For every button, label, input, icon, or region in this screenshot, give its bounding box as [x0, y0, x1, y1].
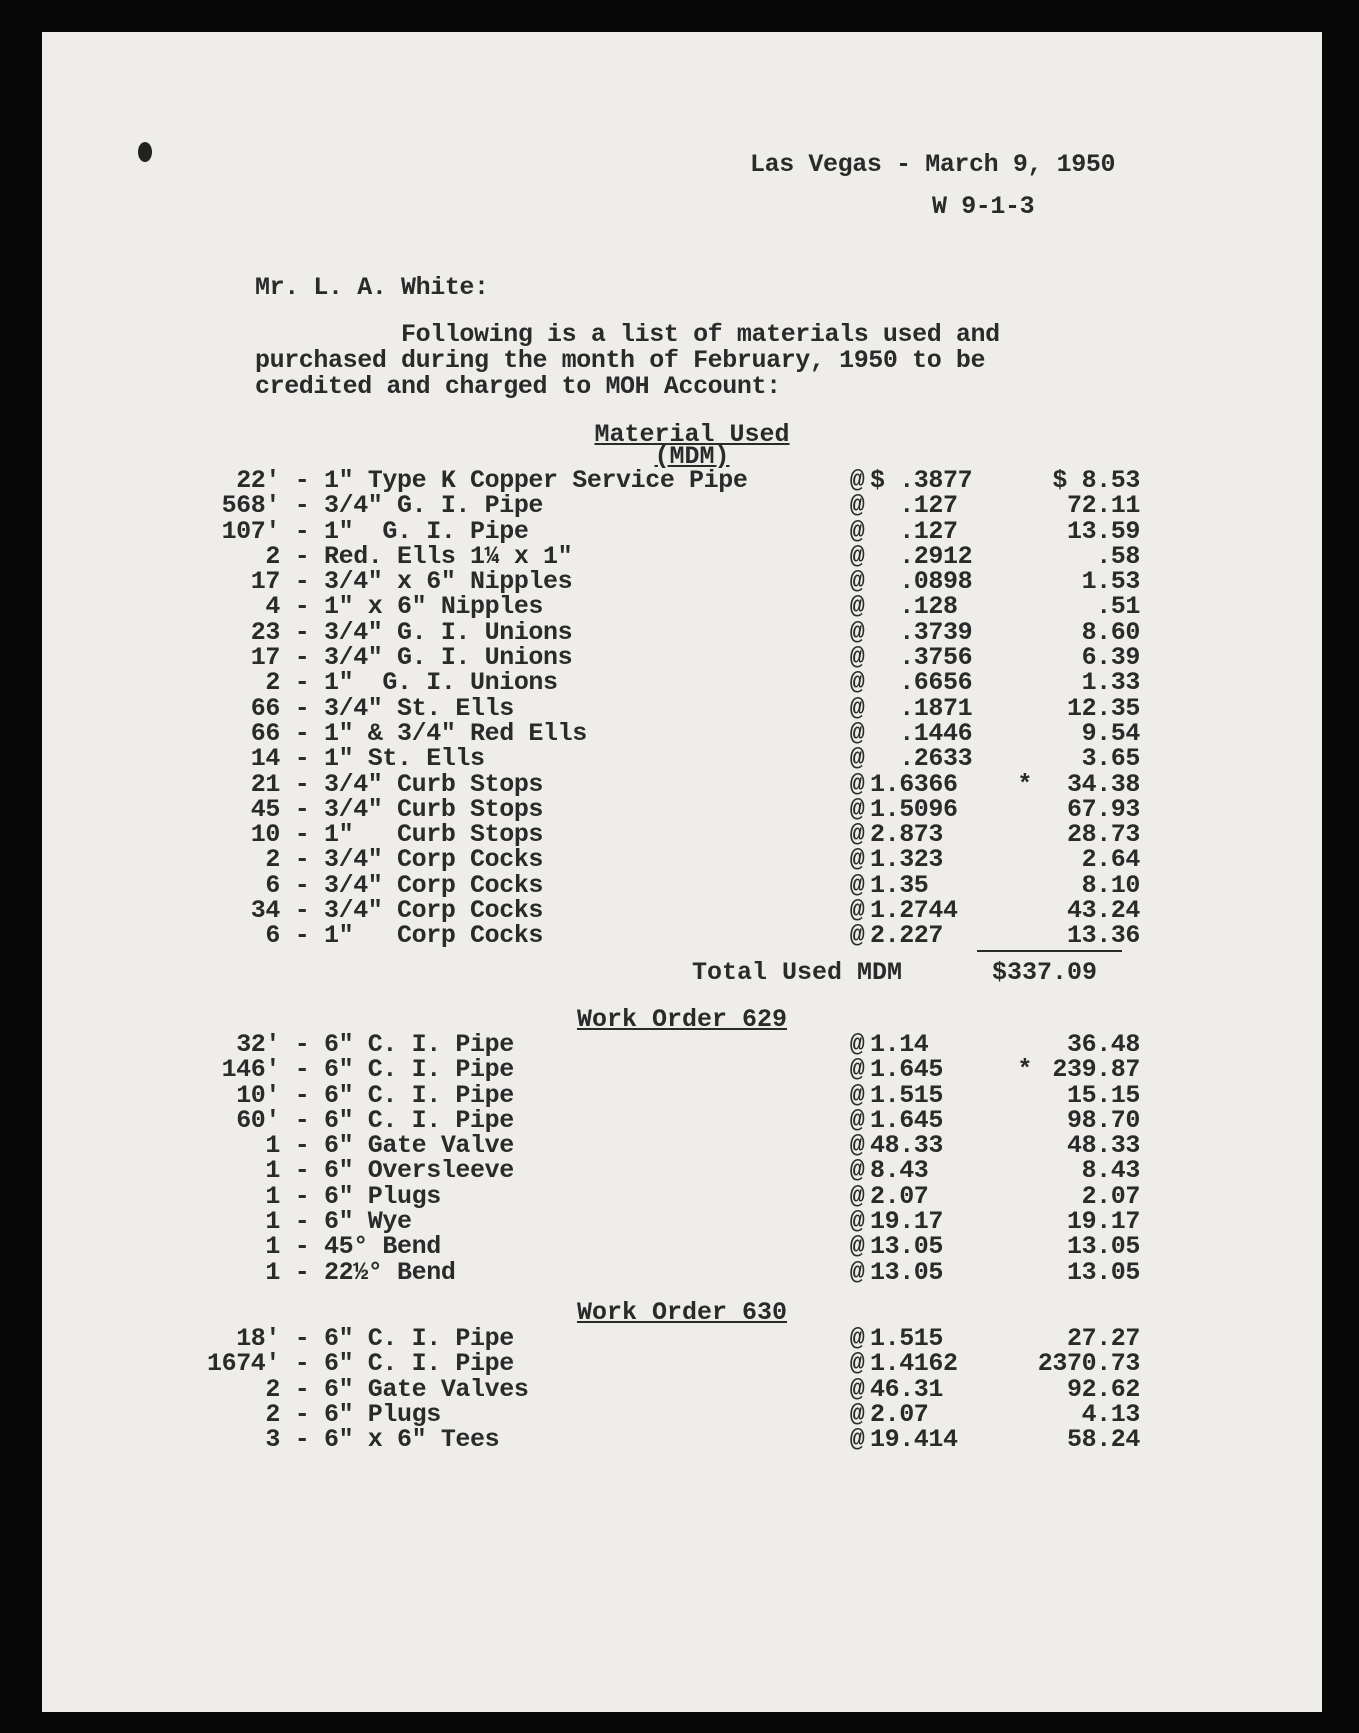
dash-cell: -	[294, 592, 310, 622]
amount-cell: 1.33	[1081, 668, 1140, 698]
description-cell: 6" x 6" Tees	[324, 1425, 500, 1455]
dash-cell: -	[294, 1080, 310, 1110]
table-row	[130, 1032, 1140, 1057]
amount-cell: .58	[1096, 541, 1140, 571]
description-cell: 45° Bend	[324, 1232, 441, 1262]
description-cell: 6" Gate Valve	[324, 1131, 514, 1161]
at-sign-cell: @	[849, 845, 865, 875]
at-sign-cell: @	[849, 466, 865, 495]
quantity-cell: 66	[250, 693, 280, 723]
at-sign-cell: @	[849, 820, 865, 850]
description-cell: 3/4" G. I. Pipe	[324, 491, 544, 521]
at-sign-cell: @	[849, 567, 865, 597]
table-row	[130, 1326, 1140, 1351]
quantity-cell: 34	[250, 896, 280, 926]
at-sign-cell: @	[849, 921, 865, 951]
table-row	[130, 1209, 1140, 1234]
amount-cell: 72.11	[1066, 491, 1140, 521]
dash-cell: -	[294, 870, 310, 900]
amount-cell: 58.24	[1066, 1425, 1140, 1455]
description-cell: 1" Corp Cocks	[324, 921, 544, 951]
unit-price-cell: 2.07	[870, 1181, 929, 1211]
quantity-cell: 1	[265, 1131, 280, 1161]
table-row	[130, 1402, 1140, 1427]
unit-price-cell: .3756	[870, 643, 973, 673]
amount-cell: 13.05	[1066, 1232, 1140, 1262]
amount-cell: 67.93	[1066, 794, 1140, 824]
intro-line: Following is a list of materials used and	[255, 320, 1000, 349]
mark-cell	[1002, 1108, 1032, 1133]
dash-cell: -	[294, 1131, 310, 1161]
table-row	[130, 721, 1140, 746]
at-sign-cell: @	[849, 1349, 865, 1379]
table-row	[130, 493, 1140, 518]
dash-cell: -	[294, 1374, 310, 1404]
table-row	[130, 1234, 1140, 1259]
unit-price-cell: 1.6366	[870, 769, 958, 799]
mark-cell	[1002, 1427, 1032, 1452]
quantity-cell: 2	[265, 1374, 280, 1404]
table-row	[130, 594, 1140, 619]
document-page	[42, 32, 1322, 1712]
quantity-cell: 1	[265, 1257, 280, 1287]
intro-line: credited and charged to MOH Account:	[255, 372, 781, 401]
quantity-cell: 146'	[221, 1055, 280, 1085]
unit-price-cell: .127	[870, 516, 958, 546]
dash-cell: -	[294, 617, 310, 647]
mark-cell	[1002, 1402, 1032, 1427]
unit-price-cell: 2.227	[870, 921, 944, 951]
dash-cell: -	[294, 845, 310, 875]
description-cell: 6" Wye	[324, 1207, 412, 1237]
unit-price-cell: 13.05	[870, 1257, 944, 1287]
quantity-cell: 1	[265, 1232, 280, 1262]
description-cell: 6" Gate Valves	[324, 1374, 529, 1404]
description-cell: 3/4" G. I. Unions	[324, 643, 573, 673]
at-sign-cell: @	[849, 1324, 865, 1353]
mark-cell	[1002, 670, 1032, 695]
quantity-cell: 6	[265, 870, 280, 900]
file-reference: W 9-1-3	[932, 192, 1035, 221]
quantity-cell: 107'	[221, 516, 280, 546]
table-row	[130, 569, 1140, 594]
description-cell: 3/4" St. Ells	[324, 693, 514, 723]
description-cell: 6" C. I. Pipe	[324, 1080, 514, 1110]
mark-cell	[1002, 1083, 1032, 1108]
quantity-cell: 2	[265, 668, 280, 698]
unit-price-cell: 1.14	[870, 1030, 929, 1059]
unit-price-cell: 1.323	[870, 845, 944, 875]
quantity-cell: 45	[250, 794, 280, 824]
description-cell: 22½° Bend	[324, 1257, 456, 1287]
unit-price-cell: 2.07	[870, 1399, 929, 1429]
mark-cell	[1002, 468, 1032, 493]
unit-price-cell: 1.4162	[870, 1349, 958, 1379]
quantity-cell: 14	[250, 744, 280, 774]
unit-price-cell: 1.645	[870, 1055, 944, 1085]
intro-line: purchased during the month of February, 1950 to be	[255, 346, 986, 375]
quantity-cell: 1	[265, 1181, 280, 1211]
at-sign-cell: @	[849, 718, 865, 748]
mark-cell	[1002, 847, 1032, 872]
dash-cell: -	[294, 668, 310, 698]
quantity-cell: 3	[265, 1425, 280, 1455]
quantity-cell: 10	[250, 820, 280, 850]
quantity-cell: 4	[265, 592, 280, 622]
amount-cell: 12.35	[1066, 693, 1140, 723]
quantity-cell: 60'	[236, 1105, 280, 1135]
mark-cell	[1002, 696, 1032, 721]
description-cell: 3/4" Corp Cocks	[324, 870, 544, 900]
amount-cell: 43.24	[1066, 896, 1140, 926]
section-title-material-used: Material Used	[594, 420, 790, 449]
amount-cell: 13.36	[1066, 921, 1140, 951]
mark-cell	[1002, 1158, 1032, 1183]
unit-price-cell: 1.5096	[870, 794, 958, 824]
description-cell: 3/4" G. I. Unions	[324, 617, 573, 647]
description-cell: 1" x 6" Nipples	[324, 592, 544, 622]
amount-cell: 6.39	[1081, 643, 1140, 673]
description-cell: 6" C. I. Pipe	[324, 1055, 514, 1085]
unit-price-cell: .1871	[870, 693, 973, 723]
total-label: Total Used MDM	[692, 958, 903, 987]
quantity-cell: 568'	[221, 491, 280, 521]
table-row	[130, 519, 1140, 544]
dash-cell: -	[294, 491, 310, 521]
amount-cell: 2370.73	[1037, 1349, 1140, 1379]
amount-cell: 8.60	[1081, 617, 1140, 647]
quantity-cell: 1	[265, 1207, 280, 1237]
table-row	[130, 670, 1140, 695]
amount-cell: .51	[1096, 592, 1140, 622]
quantity-cell: 22'	[236, 466, 280, 495]
mark-cell	[1002, 1351, 1032, 1376]
unit-price-cell: .2633	[870, 744, 973, 774]
unit-price-cell: .127	[870, 491, 958, 521]
description-cell: 3/4" Curb Stops	[324, 769, 544, 799]
table-row	[130, 544, 1140, 569]
at-sign-cell: @	[849, 491, 865, 521]
at-sign-cell: @	[849, 1030, 865, 1059]
dash-cell: -	[294, 1207, 310, 1237]
punch-hole	[138, 142, 152, 162]
dash-cell: -	[294, 1030, 310, 1059]
unit-price-cell: .3739	[870, 617, 973, 647]
dash-cell: -	[294, 643, 310, 673]
unit-price-cell: 1.35	[870, 870, 929, 900]
unit-price-cell: 46.31	[870, 1374, 944, 1404]
unit-price-cell: 13.05	[870, 1232, 944, 1262]
mark-cell	[1002, 746, 1032, 771]
at-sign-cell: @	[849, 541, 865, 571]
mark-cell	[1002, 873, 1032, 898]
at-sign-cell: @	[849, 769, 865, 799]
amount-cell: 13.59	[1066, 516, 1140, 546]
mark-cell	[1002, 1209, 1032, 1234]
quantity-cell: 2	[265, 541, 280, 571]
table-row	[130, 620, 1140, 645]
intro-paragraph	[255, 322, 1000, 400]
mark-cell	[1002, 721, 1032, 746]
dash-cell: -	[294, 921, 310, 951]
dash-cell: -	[294, 693, 310, 723]
unit-price-cell: 8.43	[870, 1156, 929, 1186]
quantity-cell: 66	[250, 718, 280, 748]
at-sign-cell: @	[849, 1131, 865, 1161]
table-row	[130, 746, 1140, 771]
table-row	[130, 1184, 1140, 1209]
amount-cell: 36.48	[1066, 1030, 1140, 1059]
mark-cell	[1002, 620, 1032, 645]
table-row	[130, 797, 1140, 822]
description-cell: 6" Plugs	[324, 1181, 441, 1211]
amount-cell: 2.07	[1081, 1181, 1140, 1211]
description-cell: 1" G. I. Pipe	[324, 516, 529, 546]
quantity-cell: 6	[265, 921, 280, 951]
description-cell: 6" Oversleeve	[324, 1156, 514, 1186]
quantity-cell: 2	[265, 1399, 280, 1429]
dash-cell: -	[294, 1105, 310, 1135]
description-cell: 1" G. I. Unions	[324, 668, 558, 698]
amount-cell: 28.73	[1066, 820, 1140, 850]
description-cell: 1" & 3/4" Red Ells	[324, 718, 587, 748]
unit-price-cell: 19.414	[870, 1425, 958, 1455]
unit-price-cell: 1.645	[870, 1105, 944, 1135]
total-rule	[977, 950, 1122, 952]
table-row	[130, 1427, 1140, 1452]
unit-price-cell: 1.515	[870, 1324, 944, 1353]
description-cell: 6" C. I. Pipe	[324, 1349, 514, 1379]
description-cell: 1" Curb Stops	[324, 820, 544, 850]
mark-cell	[1002, 1377, 1032, 1402]
quantity-cell: 21	[250, 769, 280, 799]
dash-cell: -	[294, 1232, 310, 1262]
mark-cell	[1002, 898, 1032, 923]
amount-cell: 34.38	[1066, 769, 1140, 799]
at-sign-cell: @	[849, 896, 865, 926]
unit-price-cell: .6656	[870, 668, 973, 698]
unit-price-cell: 19.17	[870, 1207, 944, 1237]
amount-cell: 92.62	[1066, 1374, 1140, 1404]
dash-cell: -	[294, 541, 310, 571]
quantity-cell: 18'	[236, 1324, 280, 1353]
mark-cell	[1002, 569, 1032, 594]
mark-cell	[1002, 1260, 1032, 1285]
at-sign-cell: @	[849, 693, 865, 723]
amount-cell: 4.13	[1081, 1399, 1140, 1429]
table-row	[130, 696, 1140, 721]
amount-cell: 3.65	[1081, 744, 1140, 774]
dash-cell: -	[294, 1425, 310, 1455]
table-row	[130, 1108, 1140, 1133]
table-row	[130, 1377, 1140, 1402]
table-row	[130, 822, 1140, 847]
mark-cell	[1002, 822, 1032, 847]
quantity-cell: 17	[250, 567, 280, 597]
at-sign-cell: @	[849, 1105, 865, 1135]
mark-cell: *	[1017, 769, 1032, 799]
quantity-cell: 1	[265, 1156, 280, 1186]
unit-price-cell: .0898	[870, 567, 973, 597]
description-cell: 6" C. I. Pipe	[324, 1030, 514, 1059]
table-row	[130, 847, 1140, 872]
unit-price-cell: 1.515	[870, 1080, 944, 1110]
mark-cell	[1002, 544, 1032, 569]
at-sign-cell: @	[849, 617, 865, 647]
at-sign-cell: @	[849, 1425, 865, 1455]
mark-cell	[1002, 797, 1032, 822]
description-cell: 3/4" Curb Stops	[324, 794, 544, 824]
table-row	[130, 1083, 1140, 1108]
amount-cell: 2.64	[1081, 845, 1140, 875]
unit-price-cell: .1446	[870, 718, 973, 748]
section-title-work-order-630: Work Order 630	[576, 1298, 788, 1327]
dash-cell: -	[294, 896, 310, 926]
amount-cell: 1.53	[1081, 567, 1140, 597]
work-order-630-table	[130, 1324, 1140, 1455]
unit-price-cell: .128	[870, 592, 958, 622]
at-sign-cell: @	[849, 592, 865, 622]
dash-cell: -	[294, 744, 310, 774]
mark-cell	[1002, 1234, 1032, 1259]
at-sign-cell: @	[849, 1055, 865, 1085]
description-cell: Red. Ells 1¼ x 1"	[324, 541, 573, 571]
dash-cell: -	[294, 820, 310, 850]
amount-cell: 98.70	[1066, 1105, 1140, 1135]
mark-cell: *	[1017, 1055, 1032, 1085]
table-row	[130, 923, 1140, 948]
at-sign-cell: @	[849, 1207, 865, 1237]
table-row	[130, 1133, 1140, 1158]
amount-cell: 15.15	[1066, 1080, 1140, 1110]
table-row	[130, 1158, 1140, 1183]
table-row	[130, 645, 1140, 670]
quantity-cell: 17	[250, 643, 280, 673]
amount-cell: $ 8.53	[1052, 466, 1140, 495]
section-subtitle-mdm: (MDM)	[654, 442, 730, 471]
amount-cell: 8.43	[1081, 1156, 1140, 1186]
at-sign-cell: @	[849, 1374, 865, 1404]
mark-cell	[1002, 1184, 1032, 1209]
description-cell: 6" C. I. Pipe	[324, 1105, 514, 1135]
quantity-cell: 1674'	[206, 1349, 280, 1379]
dash-cell: -	[294, 1399, 310, 1429]
section-title-work-order-629: Work Order 629	[576, 1005, 788, 1034]
unit-price-cell: 2.873	[870, 820, 944, 850]
table-row	[130, 898, 1140, 923]
at-sign-cell: @	[849, 794, 865, 824]
table-row	[130, 1057, 1140, 1082]
mark-cell	[1002, 645, 1032, 670]
mark-cell	[1002, 519, 1032, 544]
dash-cell: -	[294, 1349, 310, 1379]
amount-cell: 27.27	[1066, 1324, 1140, 1353]
work-order-629-table	[130, 1032, 1140, 1285]
at-sign-cell: @	[849, 870, 865, 900]
mark-cell	[1002, 594, 1032, 619]
material-used-table	[130, 468, 1140, 949]
dash-cell: -	[294, 1181, 310, 1211]
at-sign-cell: @	[849, 1181, 865, 1211]
dash-cell: -	[294, 794, 310, 824]
description-cell: 3/4" Corp Cocks	[324, 896, 544, 926]
quantity-cell: 10'	[236, 1080, 280, 1110]
amount-cell: 48.33	[1066, 1131, 1140, 1161]
dash-cell: -	[294, 1324, 310, 1353]
dash-cell: -	[294, 1055, 310, 1085]
dash-cell: -	[294, 567, 310, 597]
amount-cell: 13.05	[1066, 1257, 1140, 1287]
mark-cell	[1002, 1133, 1032, 1158]
mark-cell	[1002, 923, 1032, 948]
at-sign-cell: @	[849, 1156, 865, 1186]
dash-cell: -	[294, 769, 310, 799]
description-cell: 6" C. I. Pipe	[324, 1324, 514, 1353]
table-row	[130, 468, 1140, 493]
unit-price-cell: .2912	[870, 541, 973, 571]
mark-cell	[1002, 1032, 1032, 1057]
description-cell: 6" Plugs	[324, 1399, 441, 1429]
amount-cell: 9.54	[1081, 718, 1140, 748]
dash-cell: -	[294, 466, 310, 495]
at-sign-cell: @	[849, 1232, 865, 1262]
place-date: Las Vegas - March 9, 1950	[750, 150, 1116, 179]
salutation: Mr. L. A. White:	[255, 273, 489, 302]
dash-cell: -	[294, 1156, 310, 1186]
amount-cell: 19.17	[1066, 1207, 1140, 1237]
quantity-cell: 2	[265, 845, 280, 875]
at-sign-cell: @	[849, 744, 865, 774]
total-amount: $337.09	[992, 958, 1098, 987]
description-cell: 3/4" Corp Cocks	[324, 845, 544, 875]
unit-price-cell: 1.2744	[870, 896, 958, 926]
table-row	[130, 1260, 1140, 1285]
amount-cell: 239.87	[1052, 1055, 1140, 1085]
at-sign-cell: @	[849, 643, 865, 673]
description-cell: 1" St. Ells	[324, 744, 485, 774]
at-sign-cell: @	[849, 1080, 865, 1110]
table-row	[130, 1351, 1140, 1376]
description-cell: 3/4" x 6" Nipples	[324, 567, 573, 597]
dash-cell: -	[294, 516, 310, 546]
at-sign-cell: @	[849, 1399, 865, 1429]
mark-cell	[1002, 1326, 1032, 1351]
dash-cell: -	[294, 718, 310, 748]
dash-cell: -	[294, 1257, 310, 1287]
mark-cell	[1002, 493, 1032, 518]
amount-cell: 8.10	[1081, 870, 1140, 900]
quantity-cell: 32'	[236, 1030, 280, 1059]
unit-price-cell: $ .3877	[870, 466, 973, 495]
description-cell: 1" Type K Copper Service Pipe	[324, 466, 748, 495]
table-row	[130, 873, 1140, 898]
at-sign-cell: @	[849, 668, 865, 698]
quantity-cell: 23	[250, 617, 280, 647]
unit-price-cell: 48.33	[870, 1131, 944, 1161]
at-sign-cell: @	[849, 1257, 865, 1287]
table-row	[130, 772, 1140, 797]
at-sign-cell: @	[849, 516, 865, 546]
